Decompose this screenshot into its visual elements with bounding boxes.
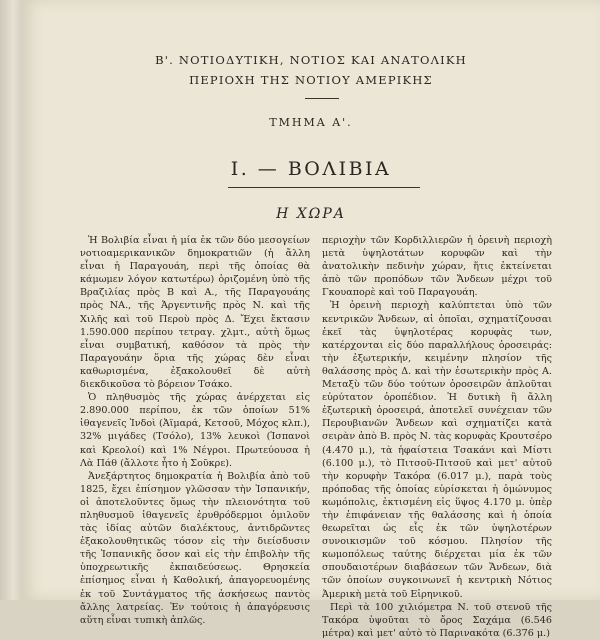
- chapter-title: Ι. — ΒΟΛΙΒΙΑ: [230, 158, 392, 180]
- paragraph: Ἡ ὀρεινὴ περιοχὴ καλύπτεται ὑπὸ τῶν κεντρικῶν Ἄνδεων, αἱ ὁποῖαι, σχηματίζουσαι ἐκεῖ τὰς ὑψηλοτέρας κορυφὰς των, κατέρχονται εἰς δύο παραλλήλους ὀροσειράς: τὴν ἐξωτερικήν, κειμένην πλησίον τῆς θαλάσσης πρὸς Δ. καὶ τὴν ἐσωτερικὴν πρὸς Α. Μεταξὺ τῶν δύο τούτων ὀροσειρῶν ἁπλοῦται εὐρύτατον ὀροπέδιον. Ἡ δυτικὴ ἢ ἄλλη ἐξωτερικὴ ὀροσειρά, ἀποτελεῖ συνέχειαν τῶν Περουβιανῶν Ἄνδεων καὶ σχηματίζει κατὰ σειρὰν ἀπὸ Β. πρὸς Ν. τὰς κορυφὰς Κρουτσέρο (4.470 μ.), τὰ ἡφαίστεια Τσακάνι καὶ Μίστι (6.100 μ.), τὸ Πιτσοῦ-Πιτσοῦ καὶ μετ' αὐτοῦ τὴν κορυφὴν Τακόρα (6.017 μ.), παρὰ τοὺς πρόποδας τῆς ὁποίας εὑρίσκεται ἡ ὁμώνυμος κωμόπολις, ἐκτισμένη εἰς ὕψος 4.170 μ. ὑπὲρ τὴν ἐπιφάνειαν τῆς θαλάσσης καὶ ἡ ὁποία θεωρεῖται ὡς εἷς ἐκ τῶν ὑψηλοτέρων συνοικισμῶν τοῦ κόσμου. Πλησίον τῆς κωμοπόλεως ταύτης διέρχεται μία ἐκ τῶν σπουδαιοτέρων διαβάσεων τῶν Ἄνδεων, διὰ τῶν ὁποίων συγκοινωνεῖ ἡ κεντρικὴ Νότιος Ἀμερικὴ μετὰ τοῦ Εἰρηνικοῦ.: [322, 300, 552, 600]
- paragraph: περιοχὴν τῶν Κορδιλλιερῶν ἡ ὀρεινὴ περιοχὴ μετὰ ὑψηλοτάτων κορυφῶν καὶ τὴν ἀνατολικὴν πεδινὴν χώραν, ἥτις ἐκτείνεται ἀπὸ τῶν προπόδων τῶν Ἄνδεων μέχρι τοῦ Γκουαπορὲ καὶ τοῦ Παραγουάη.: [322, 235, 552, 299]
- paragraph: Ἀνεξάρτητος δημοκρατία ἡ Βολιβία ἀπὸ τοῦ 1825, ἔχει ἐπίσημον γλῶσσαν τὴν Ἱσπανικήν, οἱ ἀποτελοῦντες ὅμως τὴν πλειονότητα τοῦ πληθυσμοῦ ἰθαγενεῖς ἐρυθρόδερμοι ὁμιλοῦν τὰς ἰδίας αὐτῶν διαλέκτους, ἀντιδρῶντες ἐξακολουθητικῶς τόσον εἰς τὴν διείσδυσιν τῆς Ἱσπανικῆς ὅσον καὶ εἰς τὴν ἐπιβολὴν τῆς ὑποχρεωτικῆς ἐκπαιδεύσεως. Θρησκεία ἐπίσημος εἶναι ἡ Καθολική, ἀπαγορευομένης ἐκ τοῦ Συντάγματος τῆς ἀσκήσεως παντὸς ἄλλης λατρείας. Ἐν τούτοις ἡ ἀπαγόρευσις αὕτη εἶναι τυπικὴ ἁπλῶς.: [80, 470, 310, 626]
- part-header-line-1: Β'. ΝΟΤΙΟΔΥΤΙΚΗ, ΝΟΤΙΟΣ ΚΑΙ ΑΝΑΤΟΛΙΚΗ: [155, 53, 467, 67]
- section-label: ΤΜΗΜΑ Α'.: [269, 116, 353, 129]
- left-text-column: [80, 234, 310, 627]
- header-divider: [305, 98, 339, 99]
- chapter-subtitle: Η ΧΩΡΑ: [276, 206, 346, 222]
- part-header-line-2: ΠΕΡΙΟΧΗ ΤΗΣ ΝΟΤΙΟΥ ΑΜΕΡΙΚΗΣ: [189, 73, 433, 87]
- page-binding: [0, 0, 23, 600]
- paragraph: Ὁ πληθυσμὸς τῆς χώρας ἀνέρχεται εἰς 2.890.000 περίπου, ἐκ τῶν ὁποίων 51% ἰθαγενεῖς Ἰνδοὶ (Ἀϊμαρά, Κετσοῦ, Μόχος κλπ.), 32% μιγάδες (Τσόλο), 13% λευκοὶ (Ἱσπανοὶ καὶ Κρεολοί) καὶ 1% Νέγροι. Πρωτεύουσα ἡ Λὰ Πάθ (ἄλλοτε ἦτο ἡ Σοῦκρε).: [80, 392, 310, 469]
- part-header: [22, 50, 600, 90]
- paragraph: Ἡ Βολιβία εἶναι ἡ μία ἐκ τῶν δύο μεσογείων νοτιοαμερικανικῶν δημοκρατιῶν (ἡ ἄλλη εἶναι ἡ Παραγουάη, περὶ τῆς ὁποίας θὰ κάμωμεν λόγον κατωτέρω) ὁριζομένη ὑπὸ τῆς Βραζιλίας πρὸς Β καὶ Α., τῆς Παραγουάης πρὸς ΝΑ., τῆς Ἀργεντινῆς πρὸς Ν. καὶ τῆς Χιλῆς καὶ τοῦ Περοὺ πρὸς Δ. Ἔχει ἔκτασιν 1.590.000 περίπου τετραγ. χλμτ., αὐτὴ ὅμως εἶναι συμβατική, καθόσον τὰ πρὸς τὴν Παραγουάην ὅρια τῆς χώρας δὲν εἶναι καθωρισμένα, ἐξακολουθεῖ δὲ αὐτὴ διεκδικοῦσα τὸ βόρειον Τσάκο.: [80, 235, 310, 391]
- paragraph: Περὶ τὰ 100 χιλιόμετρα Ν. τοῦ στενοῦ τῆς Τακόρα ὑψοῦται τὸ ὄρος Σαχάμα (6.546 μέτρα) καὶ μετ' αὐτὸ τὸ Παρινακότα (6.376 μ.): [322, 601, 552, 639]
- right-text-column: [322, 234, 552, 640]
- title-divider: [228, 187, 420, 188]
- book-page: [22, 0, 600, 639]
